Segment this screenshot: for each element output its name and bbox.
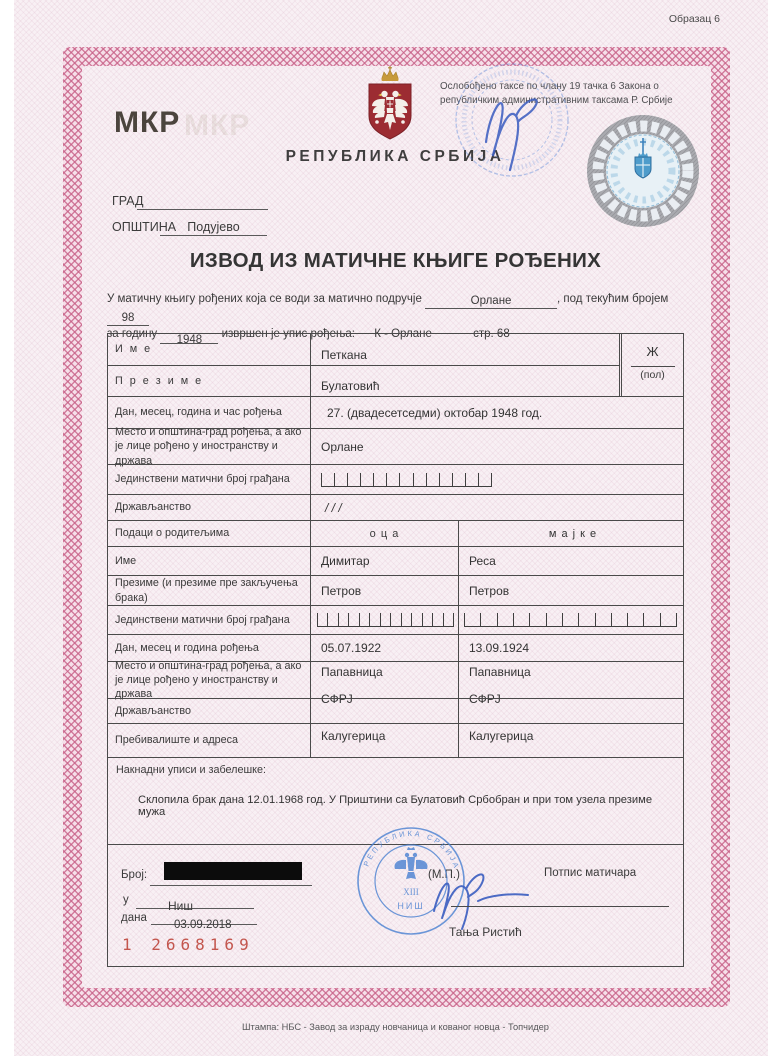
- table-row: [108, 494, 683, 520]
- parent-citizenship-label: Држављанство: [108, 699, 311, 723]
- sex-value: Ж: [646, 344, 659, 359]
- registry-abbreviation: МКР: [114, 106, 181, 139]
- table-row: [108, 366, 683, 396]
- serbia-coat-of-arms-icon: [360, 64, 420, 146]
- date-value: 03.09.2018: [174, 919, 232, 931]
- child-jmbg-boxes: [321, 473, 492, 487]
- father-jmbg-boxes: [317, 613, 454, 627]
- mother-birthdate-value: 13.09.1924: [469, 641, 530, 655]
- child-name-label: И м е: [108, 334, 311, 366]
- table-row: [108, 698, 683, 723]
- number-label: Број:: [121, 869, 148, 881]
- father-birth-country-value: СФРЈ: [321, 692, 353, 706]
- table-row: [108, 396, 683, 428]
- child-surname-value: Булатовић: [311, 366, 620, 396]
- municipality-fill-line: [160, 235, 267, 236]
- city-fill-line: [137, 209, 268, 210]
- father-name-value: Димитар: [311, 547, 459, 575]
- form-code: Образац 6: [668, 13, 720, 25]
- entry-number-value: 98: [107, 310, 149, 326]
- parents-section-label: Подаци о родитељима: [108, 521, 311, 546]
- mother-residence-value: Калугерица: [469, 729, 534, 743]
- municipality-value: Подујево: [187, 220, 240, 234]
- parent-name-label: Име: [108, 547, 311, 575]
- table-row: [108, 575, 683, 605]
- notes-label: Накнадни уписи и забелешке:: [116, 764, 267, 776]
- stamp-ring-text: РЕПУБЛИКА СРБИЈА: [361, 828, 462, 872]
- father-column-header: о ц а: [311, 521, 459, 546]
- table-row: [108, 464, 683, 494]
- certificate-table: [107, 333, 684, 967]
- place-label: у: [123, 894, 129, 906]
- sex-cell: [621, 334, 683, 396]
- child-birthdate-value: 27. (двадесетседми) октобар 1948 год.: [327, 405, 543, 420]
- table-row: [108, 605, 683, 634]
- handwritten-signature-top: [486, 100, 537, 170]
- child-birthdate-label: Дан, месец, година и час рођења: [108, 397, 311, 428]
- intro-line-1: У матичну књигу рођених која се води за матично подручје Орлане , под текућим бројем 98: [107, 293, 669, 324]
- table-row: [108, 520, 683, 546]
- child-citizenship-value: / / /: [325, 500, 342, 515]
- child-birthplace-label: Место и општина-град рођења, а ако је лице рођено у иностранству и држава: [108, 429, 311, 464]
- registrar-signature-label: Потпис матичара: [544, 867, 637, 879]
- round-ink-stamp-top: [448, 50, 578, 200]
- table-row: [108, 659, 683, 706]
- table-row: [108, 334, 683, 366]
- signature-fill-line: [451, 906, 669, 907]
- redaction-bar: [164, 862, 302, 880]
- place-value: Ниш: [168, 899, 193, 913]
- child-citizenship-label: Држављанство: [108, 495, 311, 520]
- registrar-name: Тања Ристић: [449, 925, 522, 939]
- mother-name-value: Реса: [469, 554, 496, 568]
- mother-surname-value: Петров: [469, 583, 510, 598]
- mother-jmbg-boxes: [464, 613, 677, 627]
- table-row: [108, 426, 683, 467]
- entry-year-value: 1948: [160, 328, 218, 344]
- registry-abbreviation-ghost: МКР: [184, 109, 251, 142]
- intro-line-2: за годину 1948 извршен је упис рођења: К - Орлане стр. 68: [107, 328, 510, 346]
- serial-number: 1 2668169: [122, 935, 254, 954]
- registry-page-value: стр. 68: [473, 328, 510, 340]
- father-birthplace-value: Папавница: [321, 665, 383, 679]
- notes-text: Склопила брак дана 12.01.1968 год. У Приштини са Булатовић Србобран и при том узела презиме мужа: [138, 794, 653, 818]
- date-label: дана: [121, 912, 147, 924]
- country-name: РЕПУБЛИКА СРБИЈА: [285, 148, 505, 165]
- parent-surname-label: Презиме (и презиме пре закључења брака): [108, 576, 311, 605]
- number-fill-line: [150, 885, 312, 886]
- city-label: ГРАД: [112, 194, 144, 208]
- child-name-value: Петкана: [311, 334, 620, 366]
- parent-jmbg-label: Јединствени матични број грађана: [108, 606, 311, 634]
- father-residence-value: Калугерица: [311, 724, 459, 757]
- child-jmbg-label: Јединствени матични број грађана: [108, 465, 311, 494]
- table-row: [108, 723, 683, 757]
- printer-footer: Штампа: НБС - Завод за израду новчаница и кованог новца - Топчидер: [242, 1022, 549, 1032]
- document-title: ИЗВОД ИЗ МАТИЧНЕ КЊИГЕ РОЂЕНИХ: [189, 249, 602, 272]
- child-surname-label: П р е з и м е: [108, 366, 311, 396]
- seal-placeholder-label: (М.П.): [428, 869, 460, 881]
- municipality-label: ОПШТИНА: [112, 220, 177, 234]
- residence-label: Пребивалиште и адреса: [108, 724, 311, 757]
- place-fill-line: [136, 908, 254, 909]
- table-row: [108, 634, 683, 661]
- registry-area-value: Орлане: [425, 293, 557, 309]
- father-birthdate-value: 05.07.1922: [311, 635, 459, 661]
- registry-book-value: К - Орлане: [374, 328, 432, 340]
- parent-birthplace-label: Место и општина-град рођења, а ако је лице рођено у иностранству и држава: [108, 662, 311, 698]
- sex-caption: (пол): [640, 369, 665, 381]
- father-surname-value: Петров: [311, 576, 459, 605]
- stamp-city: НИШ: [397, 901, 425, 911]
- table-row: [108, 546, 683, 575]
- mother-birthplace-value: Папавница: [469, 665, 531, 679]
- child-birthplace-value: Орлане: [321, 439, 364, 454]
- sex-fill-line: [631, 366, 675, 367]
- signature-block: [108, 828, 683, 966]
- tax-exemption-note: Ослобођено таксе по члану 19 тачка 6 Закона о републичким административним таксама Р. Србије: [440, 81, 673, 106]
- mother-birth-country-value: СФРЈ: [469, 692, 501, 706]
- parent-birthdate-label: Дан, месец и година рођења: [108, 635, 311, 661]
- stamp-numeral: XIII: [403, 887, 419, 897]
- holographic-seal: [584, 112, 702, 230]
- mother-column-header: м а ј к е: [548, 527, 598, 540]
